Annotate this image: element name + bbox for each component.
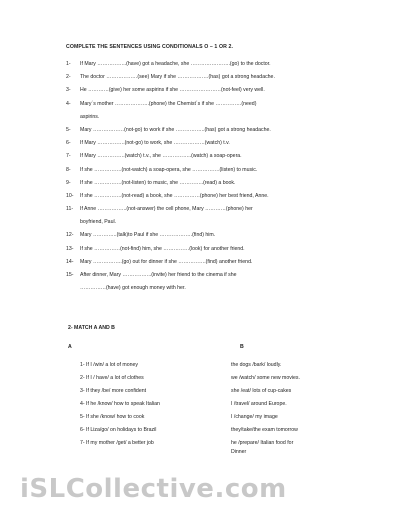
match-row — [80, 375, 380, 388]
sentence-text: Mary …………..(talk)to Paul if she ……………….(find) him. — [80, 232, 216, 239]
sentence-text: If Mary …………….(watch) t.v., she ……………..(watch) a soap-opera. — [80, 153, 242, 160]
match-a-clause: 6- If Liza/go/ on holidays to Brazil — [80, 427, 157, 433]
match-a-clause: 1- If I /win/ a lot of money — [80, 362, 138, 368]
exercise-1-title: COMPLETE THE SENTENCES USING CONDITIONALS O – 1 OR 2. — [66, 44, 233, 50]
sentence-item — [66, 193, 366, 200]
match-row — [80, 388, 380, 401]
sentence-number: 4- — [66, 100, 71, 107]
sentence-text: If she ……………(not-find) him, she ……………(look) for another friend. — [80, 245, 245, 252]
sentence-number: 1- — [66, 61, 71, 67]
sentence-continuation: boyfriend, Paul. — [80, 219, 117, 226]
match-a-clause: 7- If my mother /get/ a better job — [80, 440, 154, 446]
sentence-item — [66, 87, 366, 94]
sentence-text: If she …………….(not-watch) a soap-opera, she …………….(listen) to music. — [80, 166, 258, 173]
match-b-clause: I /travel/ around Europe. — [231, 401, 287, 407]
match-b-clause: we /watch/ some new movies. — [231, 375, 300, 381]
sentence-item — [66, 167, 366, 174]
sentence-number: 6- — [66, 140, 71, 147]
sentence-text: If Anne ……………..(not-answer) the cell phone, Mary …………(phone) her — [80, 206, 253, 213]
watermark-logo: iSLCollective.com — [20, 474, 287, 504]
match-a-clause: 3- If they /be/ more confident — [80, 388, 147, 394]
sentence-number: 2- — [66, 74, 71, 81]
match-row — [80, 427, 380, 440]
sentence-item — [66, 272, 366, 292]
sentence-text: If Mary ……………..(have) got a headache, she …………………..(go) to the doctor. — [80, 61, 271, 67]
match-a-clause: 4- If he /know/ how to speak Italian — [80, 401, 160, 407]
sentence-item — [66, 153, 366, 160]
sentence-text: If she …………….(not-read) a book, she ……………(phone) her best friend, Anne. — [80, 192, 269, 199]
match-a-clause: 2- If I / have/ a lot of clothes — [80, 375, 144, 381]
sentence-number: 13- — [66, 245, 74, 252]
match-b-continuation: Dinner — [231, 449, 247, 455]
sentence-item — [66, 206, 366, 226]
section-2-title: 2- MATCH A AND B — [68, 325, 115, 331]
sentence-item — [66, 180, 366, 187]
match-b-clause: they/take/the exam tomorrow — [231, 427, 298, 433]
sentence-number: 15- — [66, 272, 74, 278]
match-a-clause: 5- If she /know/ how to cook — [80, 414, 145, 420]
match-b-clause: he /prepare/ Italian food for — [231, 440, 294, 446]
sentence-number: 11- — [66, 206, 74, 213]
sentence-number: 14- — [66, 258, 74, 265]
sentence-item — [66, 61, 366, 68]
sentence-text: After dinner, Mary ……………..(invite) her friend to the cinema if she — [80, 272, 237, 278]
sentence-text: If she …………….(not-listen) to music, she …………..(read) a book. — [80, 179, 236, 186]
sentence-number: 7- — [66, 153, 71, 160]
match-b-clause: she /eat/ lots of cup-cakes — [231, 388, 292, 394]
sentence-text: Mary ……………..(go) out for dinner if she …………….(find) another friend. — [80, 258, 253, 265]
column-a-header: A — [68, 344, 72, 350]
sentence-continuation: ……………(have) got enough money with her. — [80, 285, 186, 292]
sentence-item — [66, 74, 366, 81]
sentence-text: If Mary …………….(not-go) to work, she ………………(watch) t.v. — [80, 140, 230, 147]
sentence-continuation: aspirins. — [80, 113, 100, 120]
sentence-number: 8- — [66, 166, 71, 173]
match-list — [80, 362, 380, 453]
match-row — [80, 401, 380, 414]
sentence-text: Mary´s mother ………………..(phone) the Chemist´s if she ……………(need) — [80, 100, 257, 107]
column-b-header: B — [240, 344, 244, 350]
sentence-number: 12- — [66, 232, 74, 239]
sentence-number: 5- — [66, 126, 71, 133]
sentence-text: He …………(give) her some aspirins if she ……………………(not-feel) very well. — [80, 87, 265, 94]
sentence-number: 3- — [66, 87, 71, 94]
match-row — [80, 414, 380, 427]
sentence-item — [66, 127, 366, 134]
match-row — [80, 440, 380, 453]
match-b-clause: the dogs /bark/ loudly. — [231, 362, 282, 368]
exercise-1-list — [66, 61, 366, 298]
sentence-item — [66, 101, 366, 121]
sentence-text: Mary ………………(not-go) to work if she ……………..(has) got a strong headache. — [80, 126, 271, 133]
sentence-item — [66, 232, 366, 239]
sentence-text: The doctor ………………(see) Mary if she ………………(has) got a strong headache. — [80, 74, 275, 81]
sentence-item — [66, 246, 366, 253]
match-row — [80, 362, 380, 375]
sentence-number: 10- — [66, 192, 74, 199]
sentence-item — [66, 259, 366, 266]
sentence-number: 9- — [66, 179, 71, 186]
match-b-clause: I /change/ my image — [231, 414, 278, 420]
sentence-item — [66, 140, 366, 147]
